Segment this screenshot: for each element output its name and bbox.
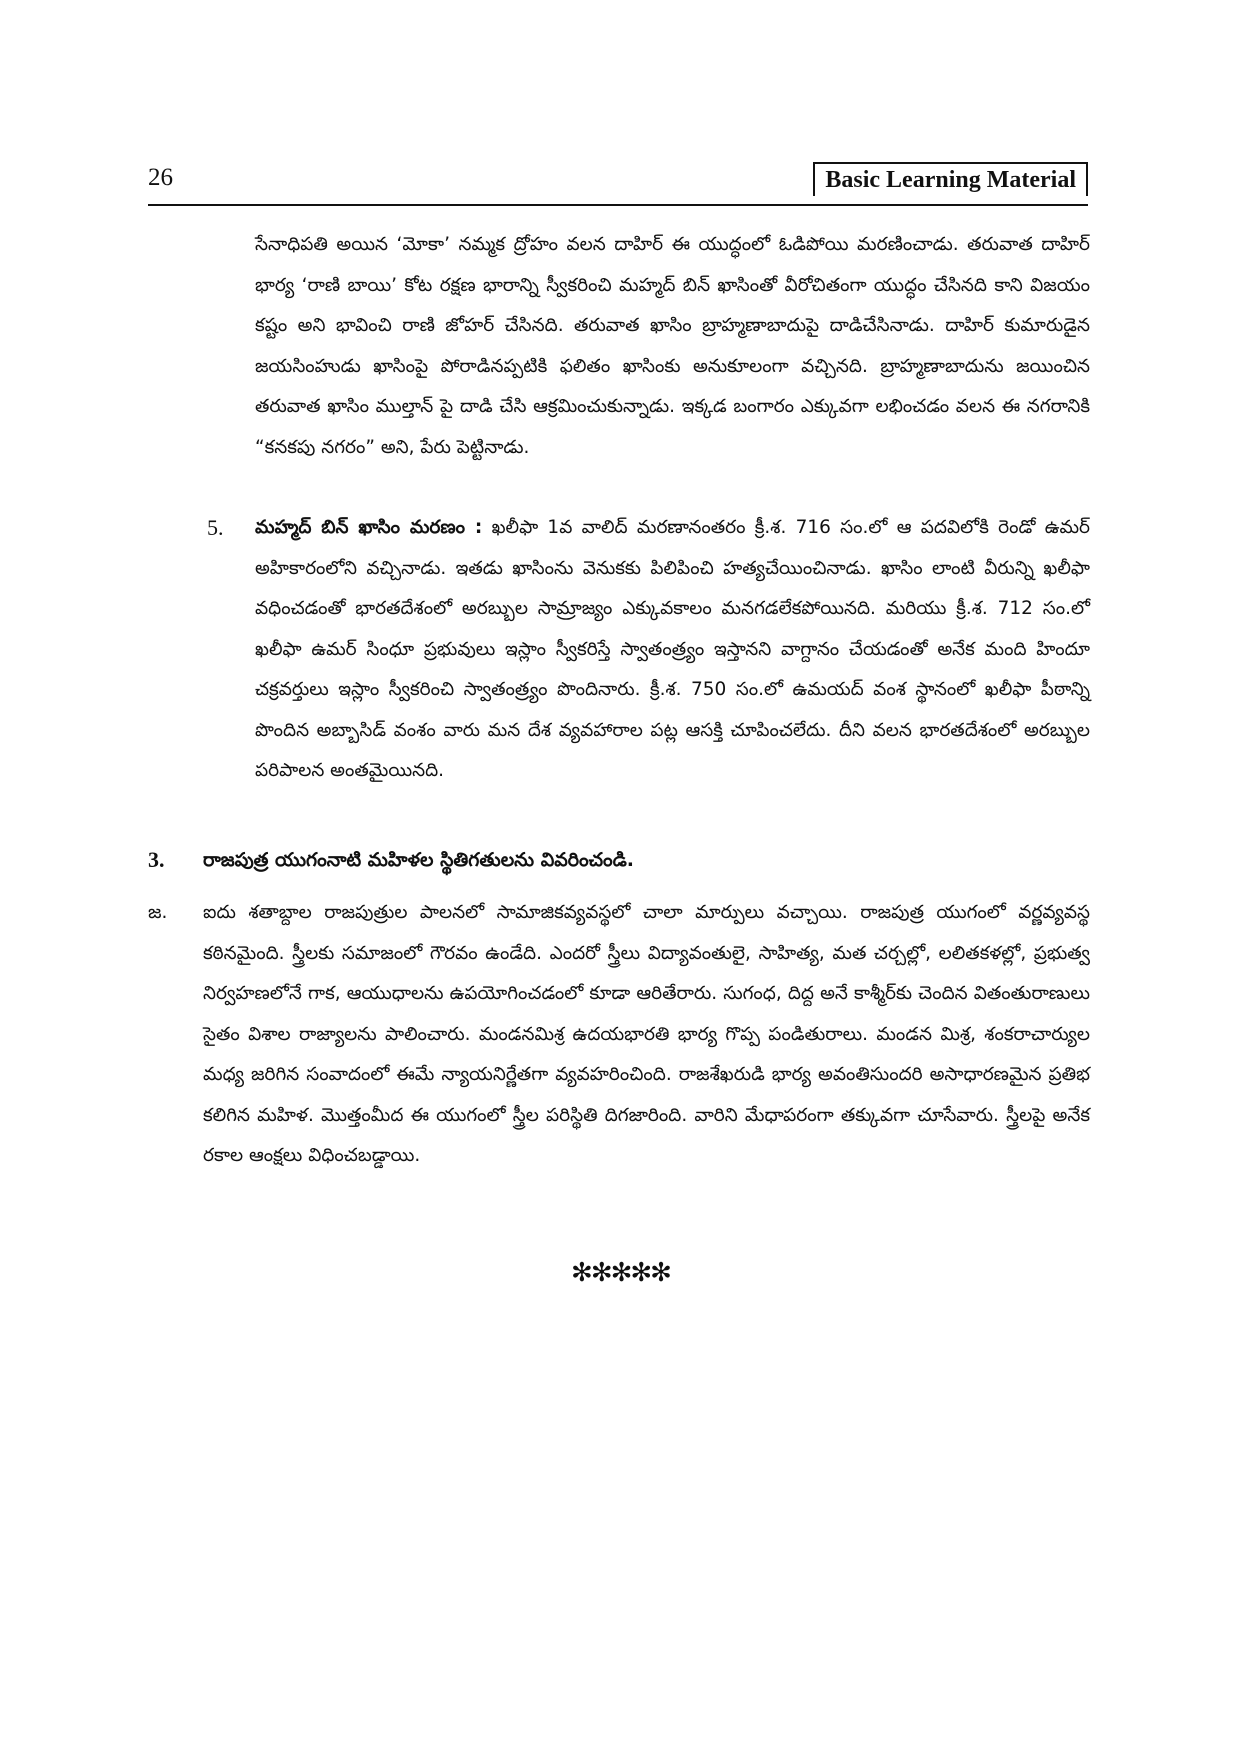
page-number: 26 bbox=[148, 164, 173, 191]
question-text: రాజపుత్ర యుగంనాటి మహిళల స్థితిగతులను వివరించండి. bbox=[203, 849, 634, 871]
page-header bbox=[148, 162, 1088, 206]
list-item-body bbox=[255, 508, 1090, 792]
answer-text: ఐదు శతాబ్దాల రాజపుత్రుల పాలనలో సామాజికవ్యవస్థలో చాలా మార్పులు వచ్చాయి. రాజపుత్ర యుగంలో వర్ణవ్యవస్థ కఠినమైంది. స్త్రీలకు సమాజంలో గౌరవం ఉండేది. ఎందరో స్త్రీలు విద్యావంతులై, సాహిత్య, మత చర్చల్లో, లలితకళల్లో, ప్రభుత్వ నిర్వహణలోనే గాక, ఆయుధాలను ఉపయోగించడంలో కూడా ఆరితేరారు. సుగంధ, దిద్ద అనే కాశ్మీర్‌కు చెందిన వితంతురాణులు సైతం విశాల రాజ్యాలను పాలించారు. మండనమిశ్ర ఉదయభారతి భార్య గొప్ప పండితురాలు. మండన మిశ్ర, శంకరాచార్యుల మధ్య జరిగిన సంవాదంలో ఈమే న్యాయనిర్ణేతగా వ్యవహరించింది. రాజశేఖరుడి భార్య అవంతిసుందరి అసాధారణమైన ప్రతిభ కలిగిన మహిళ. మొత్తంమీద ఈ యుగంలో స్త్రీల పరిస్థితి దిగజారింది. వారిని మేధాపరంగా తక్కువగా చూసేవారు. స్త్రీలపై అనేక రకాల ఆంక్షలు విధించబడ్డాయి. bbox=[203, 902, 1090, 1166]
question-number: 3. bbox=[148, 847, 165, 872]
answer-label: జ. bbox=[148, 902, 168, 923]
list-item-number: 5. bbox=[207, 515, 224, 540]
running-title: Basic Learning Material bbox=[813, 162, 1088, 196]
continuation-paragraph: సేనాధిపతి అయిన ‘మోకా’ నమ్మక ద్రోహం వలన దాహిర్ ఈ యుద్ధంలో ఓడిపోయి మరణించాడు. తరువాత దాహిర్ భార్య ‘రాణి బాయి’ కోట రక్షణ భారాన్ని స్వీకరించి మహ్మద్ బిన్ ఖాసింతో వీరోచితంగా యుద్ధం చేసినది కాని విజయం కష్టం అని భావించి రాణి జోహర్ చేసినది. తరువాత ఖాసిం బ్రాహ్మణాబాదుపై దాడిచేసినాడు. దాహిర్ కుమారుడైన జయసింహుడు ఖాసింపై పోరాడినప్పటికి ఫలితం ఖాసింకు అనుకూలంగా వచ్చినది. బ్రాహ్మణాబాదును జయించిన తరువాత ఖాసిం ముల్తాన్ పై దాడి చేసి ఆక్రమించుకున్నాడు. ఇక్కడ బంగారం ఎక్కువగా లభించడం వలన ఈ నగరానికి “కనకపు నగరం” అని, పేరు పెట్టినాడు. bbox=[255, 234, 1090, 458]
list-item-text: ఖలీఫా 1వ వాలిద్ మరణానంతరం క్రీ.శ. 716 సం.లో ఆ పదవిలోకి రెండో ఉమర్ అహికారంలోని వచ్చినాడు. ఇతడు ఖాసింను వెనుకకు పిలిపించి హత్యచేయించినాడు. ఖాసిం లాంటి వీరున్ని ఖలీఫా వధించడంతో భారతదేశంలో అరబ్బుల సామ్రాజ్యం ఎక్కువకాలం మనగడలేకపోయినది. మరియు క్రీ.శ. 712 సం.లో ఖలీఫా ఉమర్ సింధూ ప్రభువులు ఇస్లాం స్వీకరిస్తే స్వాతంత్ర్యం ఇస్తానని వాగ్దానం చేయడంతో అనేక మంది హిందూ చక్రవర్తులు ఇస్లాం స్వీకరించి స్వాతంత్ర్యం పొందినారు. క్రీ.శ. 750 సం.లో ఉమయద్ వంశ స్థానంలో ఖలీఫా పీఠాన్ని పొందిన అబ్బాసిడ్ వంశం వారు మన దేశ వ్యవహారాల పట్ల ఆసక్తి చూపించలేదు. దీని వలన భారతదేశంలో అరబ్బుల పరిపాలన అంతమైయినది. bbox=[255, 517, 1091, 781]
list-item-title: మహ్మద్ బిన్ ఖాసిం మరణం : bbox=[255, 517, 483, 538]
section-separator: ✻✻✻✻✻ bbox=[571, 1258, 670, 1288]
